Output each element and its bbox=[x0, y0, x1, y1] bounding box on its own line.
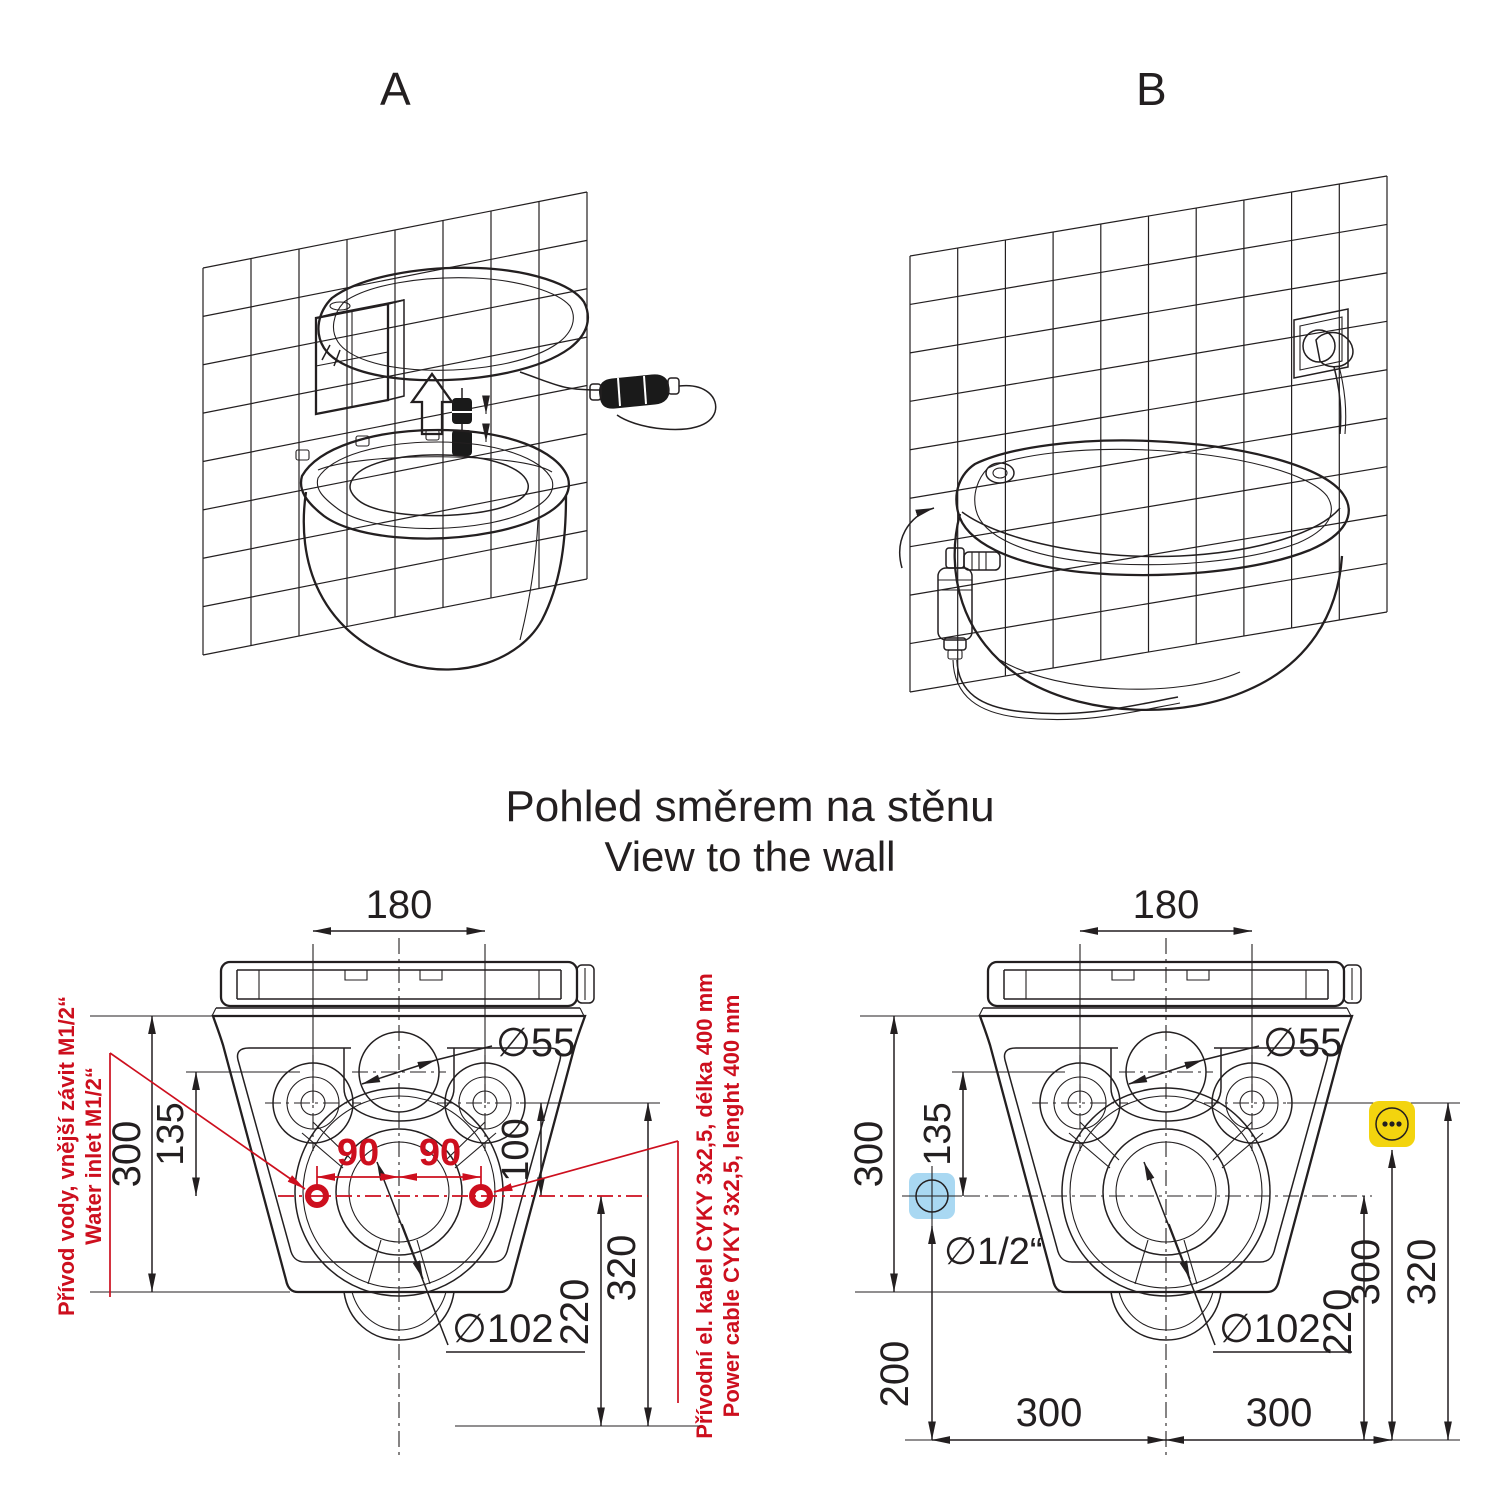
tiled-wall-a bbox=[203, 192, 587, 655]
dia-102-label: ∅102 bbox=[452, 1307, 554, 1351]
water-tank-unit bbox=[316, 300, 404, 414]
dim-220: 220 bbox=[1316, 1288, 1360, 1356]
dim-300-socket: 300 bbox=[1344, 1238, 1388, 1306]
title-english: View to the wall bbox=[604, 833, 896, 880]
dim-300: 300 bbox=[847, 1120, 891, 1188]
title-czech: Pohled směrem na stěnu bbox=[505, 782, 995, 831]
dim-320: 320 bbox=[600, 1234, 644, 1302]
view-a-label: A bbox=[380, 63, 411, 115]
view-a-drawing bbox=[203, 192, 716, 670]
dim-200: 200 bbox=[873, 1340, 917, 1408]
water-inlet-note-en: Water inlet M1/2“ bbox=[81, 1067, 106, 1245]
dia-half-inch-label: ∅1/2“ bbox=[944, 1231, 1043, 1273]
plan-left-drawing bbox=[90, 883, 700, 1455]
power-socket-marker bbox=[1369, 1101, 1415, 1147]
dia-102-label: ∅102 bbox=[1219, 1307, 1321, 1351]
lift-arrow-icon bbox=[412, 374, 452, 434]
dia-55-label: ∅55 bbox=[496, 1021, 576, 1065]
dim-320: 320 bbox=[1400, 1238, 1444, 1306]
inline-connector bbox=[600, 375, 670, 408]
water-inlet-note-cz: Přívod vody, vnější závit M1/2“ bbox=[54, 996, 79, 1316]
dim-180: 180 bbox=[1132, 883, 1200, 927]
dim-100: 100 bbox=[495, 1118, 537, 1182]
hose-and-connector bbox=[520, 372, 716, 429]
dim-90-right: 90 bbox=[418, 1132, 462, 1174]
dim-300: 300 bbox=[105, 1120, 149, 1188]
power-cable-note-en: Power cable CYKY 3x2,5, lenght 400 mm bbox=[719, 994, 744, 1418]
dim-300-right: 300 bbox=[1245, 1391, 1313, 1435]
wall-socket-with-plug bbox=[1294, 309, 1353, 434]
view-b-drawing bbox=[900, 176, 1387, 720]
view-b-label: B bbox=[1136, 63, 1167, 115]
bowl-open bbox=[296, 430, 569, 670]
dim-90-left: 90 bbox=[336, 1132, 380, 1174]
dim-135: 135 bbox=[917, 1102, 959, 1166]
dia-55-label: ∅55 bbox=[1263, 1021, 1343, 1065]
plan-right-drawing bbox=[847, 883, 1460, 1455]
water-connection-marker bbox=[902, 1166, 962, 1226]
valve-stack bbox=[452, 388, 486, 456]
power-cable-note-cz: Přívodní el. kabel CYKY 3x2,5, délka 400 mm bbox=[692, 973, 717, 1439]
rotate-arrow-icon bbox=[900, 508, 934, 568]
dim-220: 220 bbox=[553, 1278, 597, 1346]
dim-135: 135 bbox=[150, 1102, 192, 1166]
dim-180: 180 bbox=[365, 883, 433, 927]
dim-300-left: 300 bbox=[1015, 1391, 1083, 1435]
tiled-wall-b bbox=[910, 176, 1387, 692]
red-water-power-marks bbox=[110, 1053, 678, 1403]
